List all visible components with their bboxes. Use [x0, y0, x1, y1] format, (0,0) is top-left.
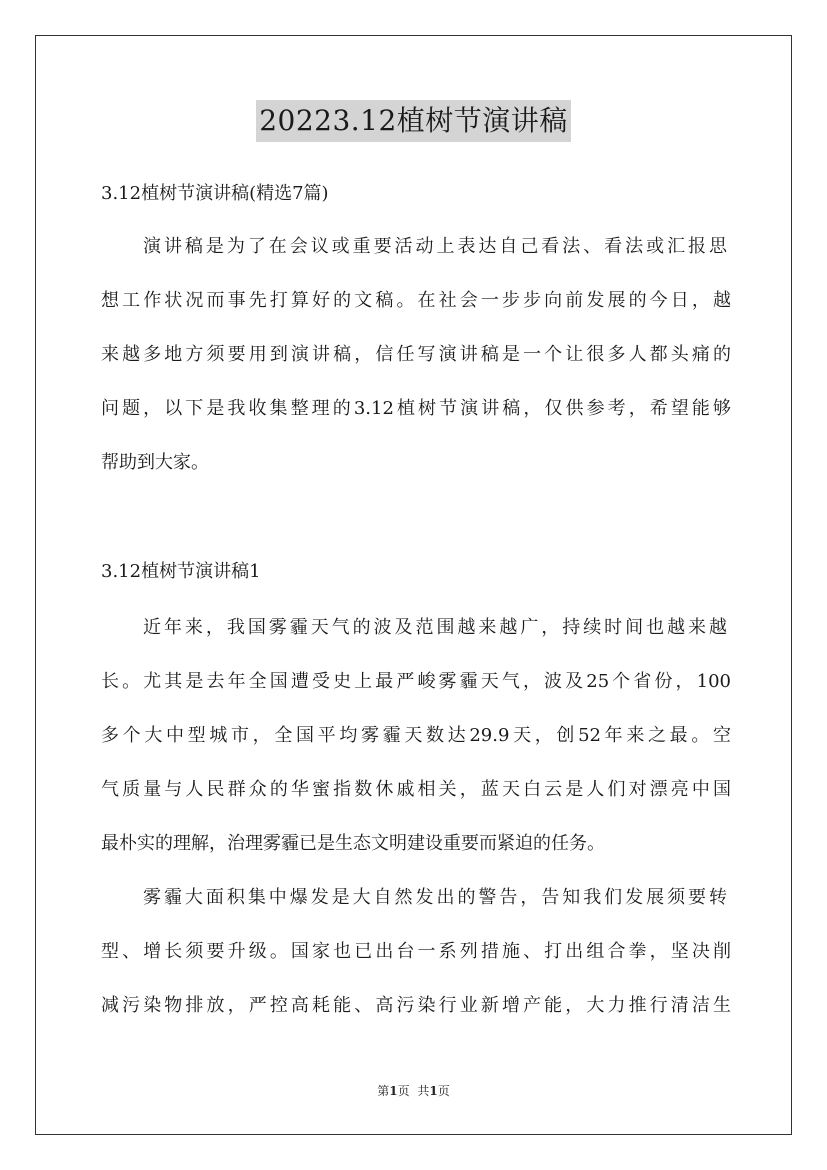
intro-line: 问题，以下是我收集整理的3.12植树节演讲稿，仅供参考，希望能够 [101, 398, 731, 419]
document-subtitle: 3.12植树节演讲稿(精选7篇) [101, 183, 329, 204]
intro-line: 来越多地方须要用到演讲稿，信任写演讲稿是一个让很多人都头痛的 [101, 344, 731, 365]
section-heading: 3.12植树节演讲稿1 [101, 561, 261, 582]
paragraph-line: 长。尤其是去年全国遭受史上最严峻雾霾天气，波及25个省份，100 [101, 671, 731, 692]
footer-page-current: 1 [389, 1084, 398, 1098]
footer-page-suffix: 页 [397, 1084, 410, 1098]
paragraph-line: 多个大中型城市，全国平均雾霾天数达29.9天，创52年来之最。空 [101, 725, 731, 746]
title-block [0, 100, 827, 142]
paragraph-line: 气质量与人民群众的华蜜指数休戚相关，蓝天白云是人们对漂亮中国 [101, 779, 731, 800]
paragraph-line: 型、增长须要升级。国家也已出台一系列措施、打出组合拳，坚决削 [101, 941, 731, 962]
page-footer [0, 1083, 827, 1099]
document-title: 20223.12植树节演讲稿 [256, 100, 571, 142]
footer-page-prefix: 第 [377, 1084, 390, 1098]
footer-total-suffix: 页 [437, 1084, 450, 1098]
intro-line: 演讲稿是为了在会议或重要活动上表达自己看法、看法或汇报思 [143, 236, 727, 257]
paragraph-line: 近年来，我国雾霾天气的波及范围越来越广，持续时间也越来越 [143, 617, 727, 638]
paragraph-line: 减污染物排放，严控高耗能、高污染行业新增产能，大力推行清洁生 [101, 995, 731, 1016]
paragraph-line: 最朴实的理解，治理雾霾已是生态文明建设重要而紧迫的任务。 [101, 833, 605, 854]
paragraph-line: 雾霾大面积集中爆发是大自然发出的警告，告知我们发展须要转 [143, 887, 727, 908]
footer-total-prefix: 共 [417, 1084, 430, 1098]
intro-line: 帮助到大家。 [101, 452, 209, 473]
footer-page-total: 1 [429, 1084, 438, 1098]
intro-line: 想工作状况而事先打算好的文稿。在社会一步步向前发展的今日，越 [101, 290, 731, 311]
